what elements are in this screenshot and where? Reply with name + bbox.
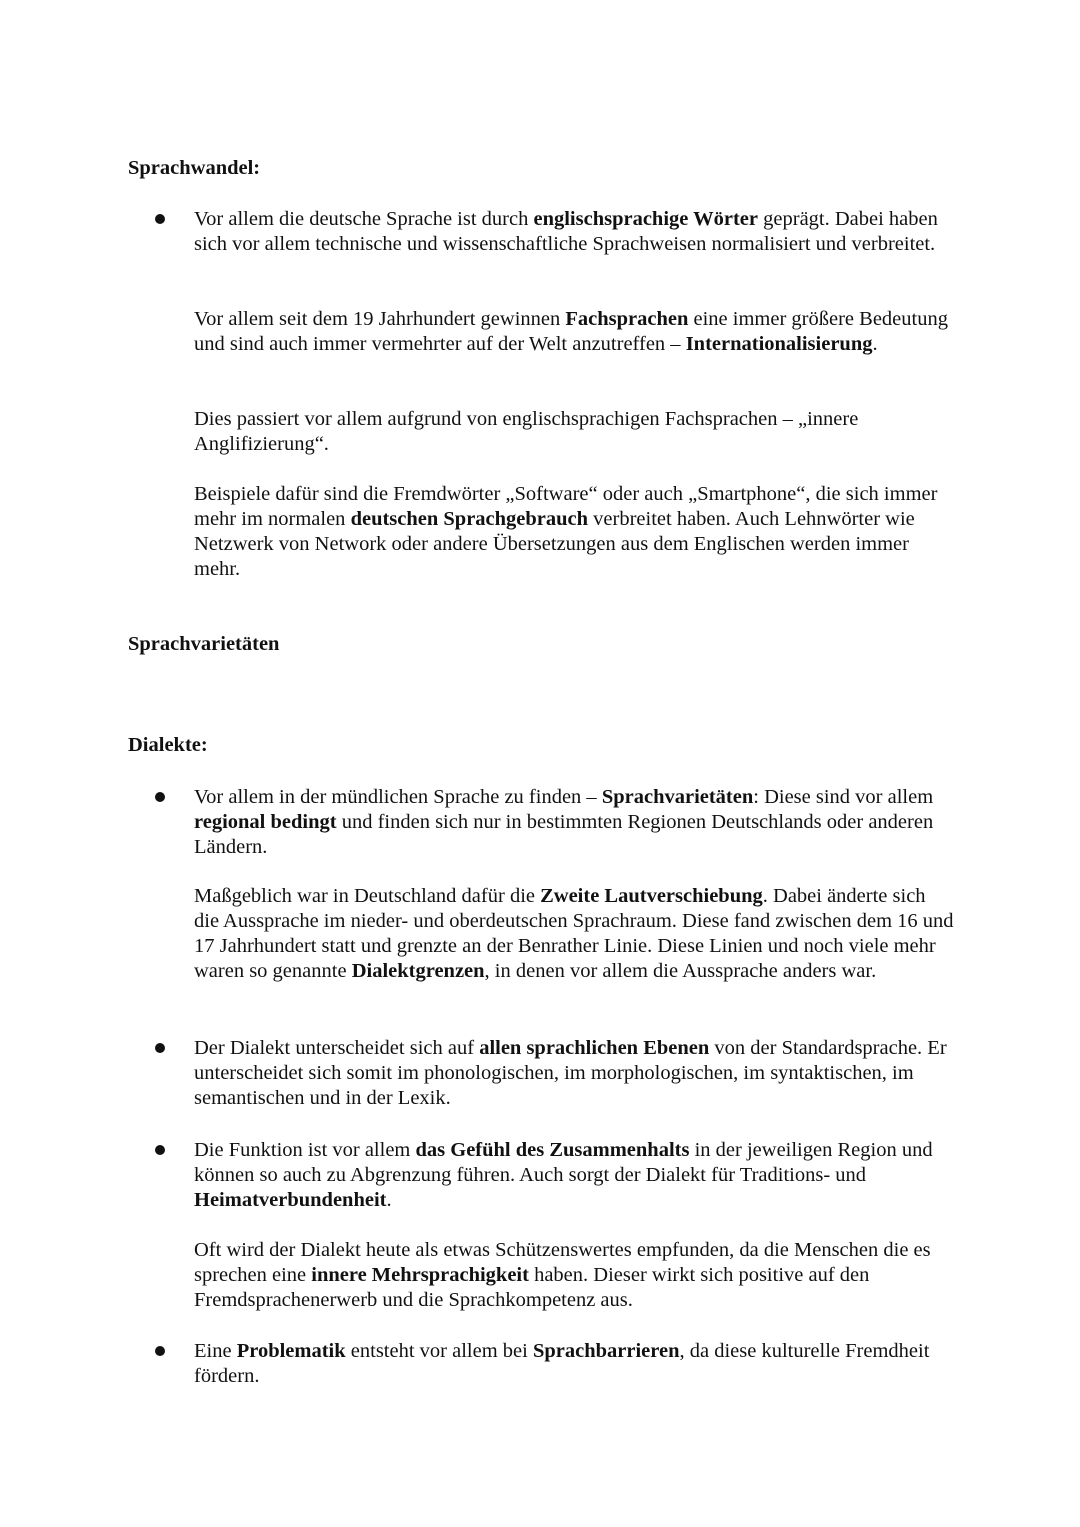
paragraph [194,407,954,457]
bullet-icon [155,1043,165,1053]
bold-text: Internationalisierung [685,333,873,355]
paragraph [194,1238,954,1313]
paragraph [194,1138,954,1213]
text: Maßgeblich war in Deutschland dafür die [194,885,541,907]
bullet-icon [155,792,165,802]
bullet-icon [155,214,165,224]
bold-text: das Gefühl des Zusammenhalts [415,1139,690,1161]
section-heading-sprachvarietaeten: Sprachvarietäten [128,633,280,655]
bold-text: Sprachvarietäten [601,786,754,808]
bold-text: englischsprachige Wörter [533,208,759,230]
section-heading-dialekte: Dialekte: [128,734,208,756]
text: , in denen vor allem die Aussprache anders war. [484,960,877,982]
text: und finden sich nur in bestimmten Regionen Deutschlands oder anderen Ländern. [194,811,934,858]
text: eine immer größere Bedeutung und sind auch immer vermehrter auf der Welt anzutreffen – [194,308,948,355]
text: haben. Dieser wirkt sich positive auf den Fremdsprachenerwerb und die Sprachkompetenz aus. [194,1264,870,1311]
text: Oft wird der Dialekt heute als etwas Schützenswertes empfunden, da die Menschen die es sprechen eine [194,1239,931,1286]
text: Dies passiert vor allem aufgrund von englischsprachigen Fachsprachen – „innere Anglifizierung“. [194,408,859,455]
bold-text: Dialektgrenzen [351,960,485,982]
bold-text: Fachsprachen [565,308,689,330]
text: Vor allem in der mündlichen Sprache zu finden – [194,786,602,808]
paragraph [194,1339,954,1389]
text: , da diese kulturelle Fremdheit fördern. [194,1340,930,1387]
text: Eine [194,1340,237,1362]
bold-text: deutschen Sprachgebrauch [350,508,589,530]
text: . Dabei änderte sich die Aussprache im nieder- und oberdeutschen Sprachraum. Diese fand zwischen dem 16 und 17 Jahrhundert statt und grenzte an der Benrather Linie. Diese Linien und noch viele mehr waren so genannte [194,885,954,982]
text: verbreitet haben. Auch Lehnwörter wie Netzwerk von Network oder andere Übersetzungen aus dem Englischen werden immer mehr. [194,508,915,580]
text: entsteht vor allem bei [345,1340,533,1362]
paragraph [194,785,954,860]
bold-text: allen sprachlichen Ebenen [479,1037,710,1059]
bold-text: regional bedingt [194,811,337,833]
paragraph [194,307,954,357]
text: von der Standardsprache. Er unterscheidet sich somit im phonologischen, im morphologischen, im syntaktischen, im semantischen und in der Lexik. [194,1037,947,1109]
bullet-icon [155,1346,165,1356]
text: : Diese sind vor allem [753,786,934,808]
bold-text: innere Mehrsprachigkeit [311,1264,529,1286]
text: geprägt. Dabei haben sich vor allem technische und wissenschaftliche Sprachweisen normalisiert und verbreitet. [194,208,938,255]
text: Beispiele dafür sind die Fremdwörter „Software“ oder auch „Smartphone“, die sich immer mehr im normalen [194,483,938,530]
bullet-icon [155,1145,165,1155]
text: in der jeweiligen Region und können so auch zu Abgrenzung führen. Auch sorgt der Dialekt für Traditions- und [194,1139,933,1186]
text: Der Dialekt unterscheidet sich auf [194,1037,480,1059]
text: Die Funktion ist vor allem [194,1139,416,1161]
bold-text: Problematik [236,1340,346,1362]
paragraph [194,482,954,582]
bold-text: Heimatverbundenheit [194,1189,387,1211]
bold-text: Sprachbarrieren [532,1340,680,1362]
text: . [386,1189,392,1211]
bold-text: Zweite Lautverschiebung [540,885,763,907]
text: . [872,333,878,355]
paragraph [194,207,954,257]
paragraph [194,884,954,984]
text: Vor allem seit dem 19 Jahrhundert gewinnen [194,308,566,330]
paragraph [194,1036,954,1111]
section-heading-sprachwandel: Sprachwandel: [128,157,261,179]
text: Vor allem die deutsche Sprache ist durch [194,208,534,230]
